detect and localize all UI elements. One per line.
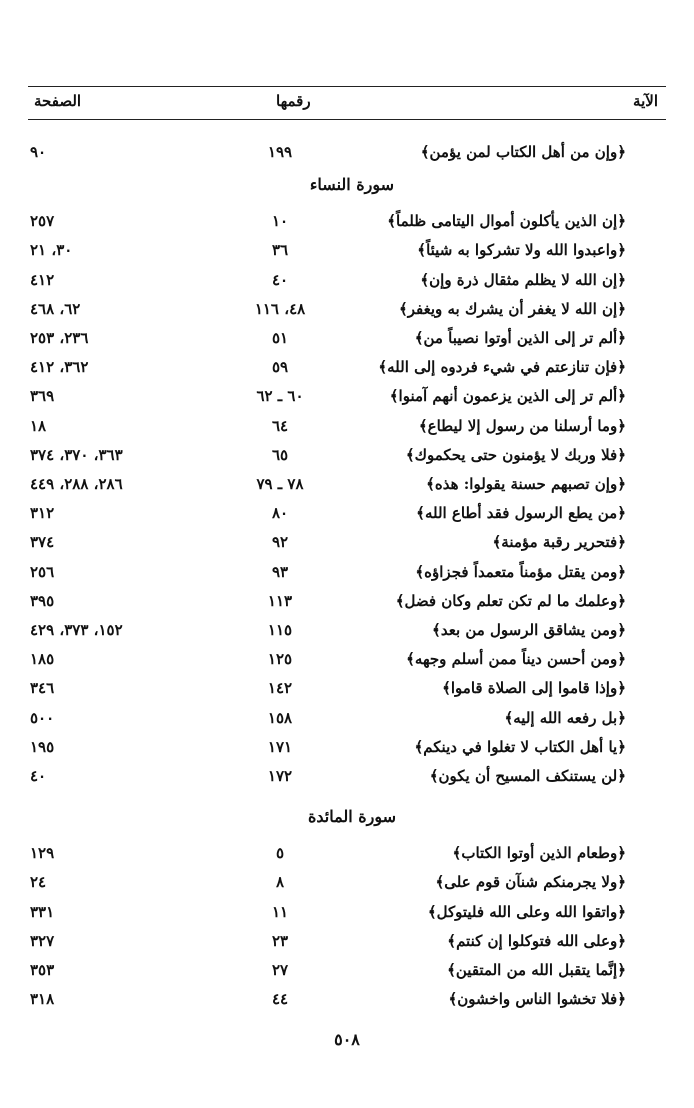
page-ref: ٣١٢: [30, 504, 55, 523]
page-ref: ٤١٢: [30, 270, 55, 289]
table-row: [0, 384, 694, 412]
surah-heading: [0, 175, 694, 194]
ayah-number: ١٧١: [267, 737, 293, 756]
ayah-number: ١٩٩: [267, 143, 293, 161]
page-ref: ٣٦٢، ٤١٢: [30, 358, 89, 377]
ayah-number: ١١: [271, 902, 289, 921]
ayah-number: ٩٢: [271, 533, 289, 552]
table-row: [0, 355, 694, 383]
page-ref: ٤٠: [30, 767, 47, 785]
page-ref: ٣٤٦: [30, 679, 55, 698]
ayah-text: ﴿وإن تصبهم حسنة يقولوا: هذه﴾: [426, 475, 626, 493]
ayah-number: ١١٣: [267, 591, 293, 610]
ayah-text: ﴿فتحرير رقبة مؤمنة﴾: [492, 533, 626, 552]
ayah-text: ﴿ولا يجرمنكم شنآن قوم على﴾: [435, 873, 626, 892]
ayah-text: ﴿وعلمك ما لم تكن تعلم وكان فضل﴾: [395, 591, 626, 610]
page-ref: ١٨٥: [30, 650, 55, 669]
ayah-number: ١٥٨: [267, 708, 293, 727]
ayah-text: ﴿ومن يقتل مؤمناً متعمداً فجزاؤه﴾: [415, 562, 626, 581]
table-row: [0, 900, 694, 928]
page-ref: ٩٠: [30, 143, 47, 161]
table-row: [0, 870, 694, 898]
ayah-number: ٦٤: [271, 416, 289, 435]
ayah-text: ﴿وإن من أهل الكتاب لمن يؤمن﴾: [420, 143, 626, 161]
ayah-text: ﴿بل رفعه الله إليه﴾: [504, 708, 626, 727]
table-row: [0, 735, 694, 763]
header-page: الصفحة: [34, 92, 82, 110]
ayah-number: ١٢٥: [267, 650, 293, 669]
table-header: [28, 86, 666, 120]
ayah-number: ٤٨، ١١٦: [254, 299, 306, 318]
table-row: [0, 958, 694, 986]
ayah-number: ٨٠: [271, 504, 289, 523]
ayah-text: ﴿ألم تر إلى الذين يزعمون أنهم آمنوا﴾: [389, 387, 626, 406]
ayah-text: ﴿وإذا قاموا إلى الصلاة قاموا﴾: [442, 679, 626, 698]
ayah-text: ﴿فلا وربك لا يؤمنون حتى يحكموك﴾: [405, 445, 626, 464]
ayah-text: ﴿وطعام الذين أوتوا الكتاب﴾: [452, 844, 626, 863]
page-ref: ٣٧٤: [30, 533, 55, 552]
page-ref: ٣٦٩: [30, 387, 55, 406]
table-row: [0, 589, 694, 617]
table-row: [0, 268, 694, 296]
ayah-number: ٥: [275, 844, 285, 863]
ayah-number: ٦٠ ـ ٦٢: [256, 387, 304, 406]
page-ref: ١٩٥: [30, 737, 55, 756]
page-ref: ٢٥٧: [30, 212, 55, 231]
page-ref: ٣٢٧: [30, 931, 55, 950]
ayah-number: ١٠: [271, 212, 289, 231]
page-ref: ٢٥٦: [30, 562, 55, 581]
table-row: [0, 209, 694, 237]
ayah-number: ٤٠: [271, 270, 289, 289]
page-ref: ٥٠٠: [30, 708, 55, 727]
table-row: [0, 929, 694, 957]
ayah-text: ﴿من يطع الرسول فقد أطاع الله﴾: [416, 504, 626, 523]
page-ref: ٣٠، ٢١: [30, 241, 73, 260]
ayah-text: ﴿ألم تر إلى الذين أوتوا نصيباً من﴾: [414, 329, 626, 347]
ayah-number: ٤٤: [271, 990, 289, 1009]
page-ref: ٣٩٥: [30, 591, 55, 610]
page-ref: ٦٢، ٤٦٨: [30, 299, 81, 318]
header-number: رقمها: [276, 92, 311, 110]
ayah-number: ٦٥: [271, 445, 289, 464]
ayah-number: ٥٩: [271, 358, 289, 377]
table-row: [0, 987, 694, 1015]
ayah-number: ٢٧: [271, 961, 289, 979]
ayah-text: ﴿يا أهل الكتاب لا تغلوا في دينكم﴾: [414, 737, 626, 756]
table-row: [0, 472, 694, 500]
page-ref: ٢٨٦، ٢٨٨، ٤٤٩: [30, 475, 123, 493]
ayah-number: ١٧٢: [267, 767, 293, 785]
ayah-text: ﴿فإن تنازعتم في شيء فردوه إلى الله﴾: [378, 358, 626, 377]
table-row: [0, 841, 694, 869]
ayah-text: ﴿إن الله لا يغفر أن يشرك به ويغفر﴾: [398, 299, 626, 318]
ayah-text: ﴿إن الله لا يظلم مثقال ذرة وإن﴾: [420, 270, 626, 289]
table-row: [0, 764, 694, 792]
table-row: [0, 297, 694, 325]
page-number: ٥٠٨: [334, 1030, 360, 1049]
page-ref: ١٢٩: [30, 844, 55, 863]
ayah-number: ١٤٢: [267, 679, 293, 698]
table-row: [0, 647, 694, 675]
page-ref: ٣٥٣: [30, 961, 55, 979]
table-row: [0, 326, 694, 354]
ayah-number: ٨: [275, 873, 285, 892]
header-ayah: الآية: [633, 92, 658, 110]
table-row: [0, 501, 694, 529]
ayah-number: ٧٨ ـ ٧٩: [256, 475, 304, 493]
ayah-text: ﴿ومن أحسن ديناً ممن أسلم وجهه﴾: [406, 650, 626, 669]
ayah-number: ١١٥: [267, 621, 293, 639]
page-ref: ٢٣٦، ٢٥٣: [30, 329, 89, 347]
ayah-text: ﴿وعلى الله فتوكلوا إن كنتم﴾: [447, 931, 626, 950]
ayah-text: ﴿وما أرسلنا من رسول إلا ليطاع﴾: [418, 416, 626, 435]
table-row: [0, 706, 694, 734]
table-row: [0, 414, 694, 442]
page-ref: ١٥٢، ٣٧٣، ٤٢٩: [30, 621, 123, 639]
surah-title: سورة النساء: [309, 175, 395, 195]
ayah-number: ٥١: [271, 329, 289, 347]
page-ref: ٢٤: [30, 873, 47, 892]
ayah-number: ٩٣: [271, 562, 289, 581]
page-ref: ٣٦٣، ٣٧٠، ٣٧٤: [30, 445, 123, 464]
table-row: [0, 676, 694, 704]
table-row: [0, 443, 694, 471]
table-row: [0, 530, 694, 558]
ayah-text: ﴿واتقوا الله وعلى الله فليتوكل﴾: [427, 902, 626, 921]
surah-heading: [0, 807, 694, 826]
ayah-text: ﴿إن الذين يأكلون أموال اليتامى ظلماً﴾: [387, 212, 626, 231]
page-ref: ١٨: [30, 416, 47, 435]
ayah-text: ﴿فلا تخشوا الناس واخشون﴾: [448, 990, 626, 1009]
ayah-text: ﴿واعبدوا الله ولا تشركوا به شيئاً﴾: [417, 241, 626, 260]
ayah-number: ٢٣: [271, 931, 289, 950]
page-ref: ٣١٨: [30, 990, 55, 1009]
ayah-text: ﴿إنَّما يتقبل الله من المتقين﴾: [447, 961, 626, 979]
ayah-text: ﴿لن يستنكف المسيح أن يكون﴾: [429, 767, 626, 785]
ayah-number: ٣٦: [271, 241, 289, 260]
surah-title: سورة المائدة: [307, 807, 397, 827]
ayah-text: ﴿ومن يشاقق الرسول من بعد﴾: [432, 621, 626, 639]
table-row: [0, 238, 694, 266]
page-ref: ٣٣١: [30, 902, 55, 921]
table-row: [0, 560, 694, 588]
table-row: [0, 140, 694, 168]
table-row: [0, 618, 694, 646]
